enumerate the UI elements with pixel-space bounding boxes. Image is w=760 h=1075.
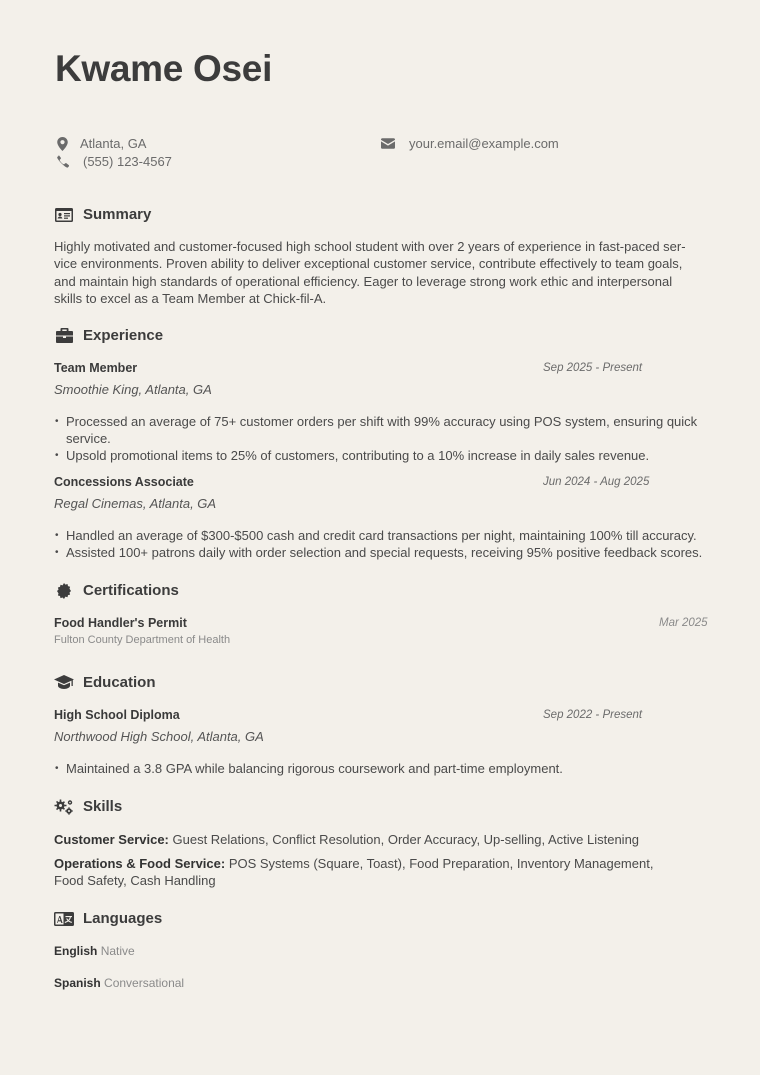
education-title: High School Diploma bbox=[54, 708, 180, 722]
section-certifications-title: Certifications bbox=[54, 582, 179, 599]
certification-title: Food Handler's Permit bbox=[54, 616, 187, 630]
section-languages-title: Languages bbox=[54, 910, 162, 927]
language-item: Spanish Conversational bbox=[54, 976, 185, 990]
job-organization: Regal Cinemas, Atlanta, GA bbox=[54, 496, 217, 511]
candidate-name: Kwame Osei bbox=[55, 48, 273, 89]
certificate-icon bbox=[54, 583, 74, 599]
list-item: • Upsold promotional items to 25% of customers, contributing to a 10% increase in daily sales revenue. bbox=[54, 447, 714, 464]
map-pin-icon bbox=[54, 137, 70, 151]
job-title: Team Member bbox=[54, 361, 138, 375]
education-organization: Northwood High School, Atlanta, GA bbox=[54, 729, 264, 744]
cogs-icon bbox=[54, 799, 74, 815]
job-bullets bbox=[54, 413, 714, 465]
list-item: • Maintained a 3.8 GPA while balancing rigorous coursework and part-time employment. bbox=[54, 760, 714, 777]
phone-icon bbox=[54, 155, 70, 168]
education-bullets bbox=[54, 760, 714, 777]
education-date: Sep 2022 - Present bbox=[543, 709, 643, 721]
summary-text: Highly motivated and customer-focused high school student with over 2 years of experience in fast-paced ser- vice environments. Proven ability to deliver exceptional customer service, contribute effectively to team goals, and maintain high standards of operational efficiency. Eager to leverage strong work ethic and interpersonal skills to excel as a Team Member at Chick-fil-A. bbox=[54, 239, 686, 306]
section-summary-title: Summary bbox=[54, 206, 151, 223]
job-date: Sep 2025 - Present bbox=[543, 362, 643, 374]
language-item: English Native bbox=[54, 944, 135, 958]
job-organization: Smoothie King, Atlanta, GA bbox=[54, 382, 212, 397]
section-education-title: Education bbox=[54, 674, 156, 691]
section-skills-title: Skills bbox=[54, 798, 122, 815]
envelope-icon bbox=[380, 138, 396, 149]
certification-issuer: Fulton County Department of Health bbox=[54, 634, 231, 646]
email-text: your.email@example.com bbox=[409, 136, 559, 151]
contact-location bbox=[54, 136, 146, 151]
skill-row: Customer Service: Guest Relations, Conflict Resolution, Order Accuracy, Up-selling, Active Listening bbox=[54, 832, 640, 847]
list-item: • Handled an average of $300-$500 cash and credit card transactions per night, maintaining 100% till accuracy. bbox=[54, 527, 734, 544]
contact-phone bbox=[54, 154, 172, 169]
job-title: Concessions Associate bbox=[54, 475, 194, 489]
section-experience-title: Experience bbox=[54, 327, 163, 344]
phone-text: (555) 123-4567 bbox=[83, 154, 172, 169]
job-bullets bbox=[54, 527, 734, 561]
job-date: Jun 2024 - Aug 2025 bbox=[543, 476, 650, 488]
skill-row: Operations & Food Service: POS Systems (Square, Toast), Food Preparation, Inventory Management, Food Safety, Cash Handling bbox=[54, 856, 654, 889]
certification-date: Mar 2025 bbox=[659, 617, 708, 629]
id-card-icon bbox=[54, 207, 74, 223]
briefcase-icon bbox=[54, 328, 74, 344]
graduation-cap-icon bbox=[54, 675, 74, 691]
contact-email bbox=[380, 136, 559, 151]
list-item: • Assisted 100+ patrons daily with order selection and special requests, receiving 95% positive feedback scores. bbox=[54, 544, 734, 561]
location-text: Atlanta, GA bbox=[80, 136, 147, 151]
language-icon bbox=[54, 911, 74, 927]
list-item: • Processed an average of 75+ customer orders per shift with 99% accuracy using POS system, ensuring quick service. bbox=[54, 413, 714, 447]
